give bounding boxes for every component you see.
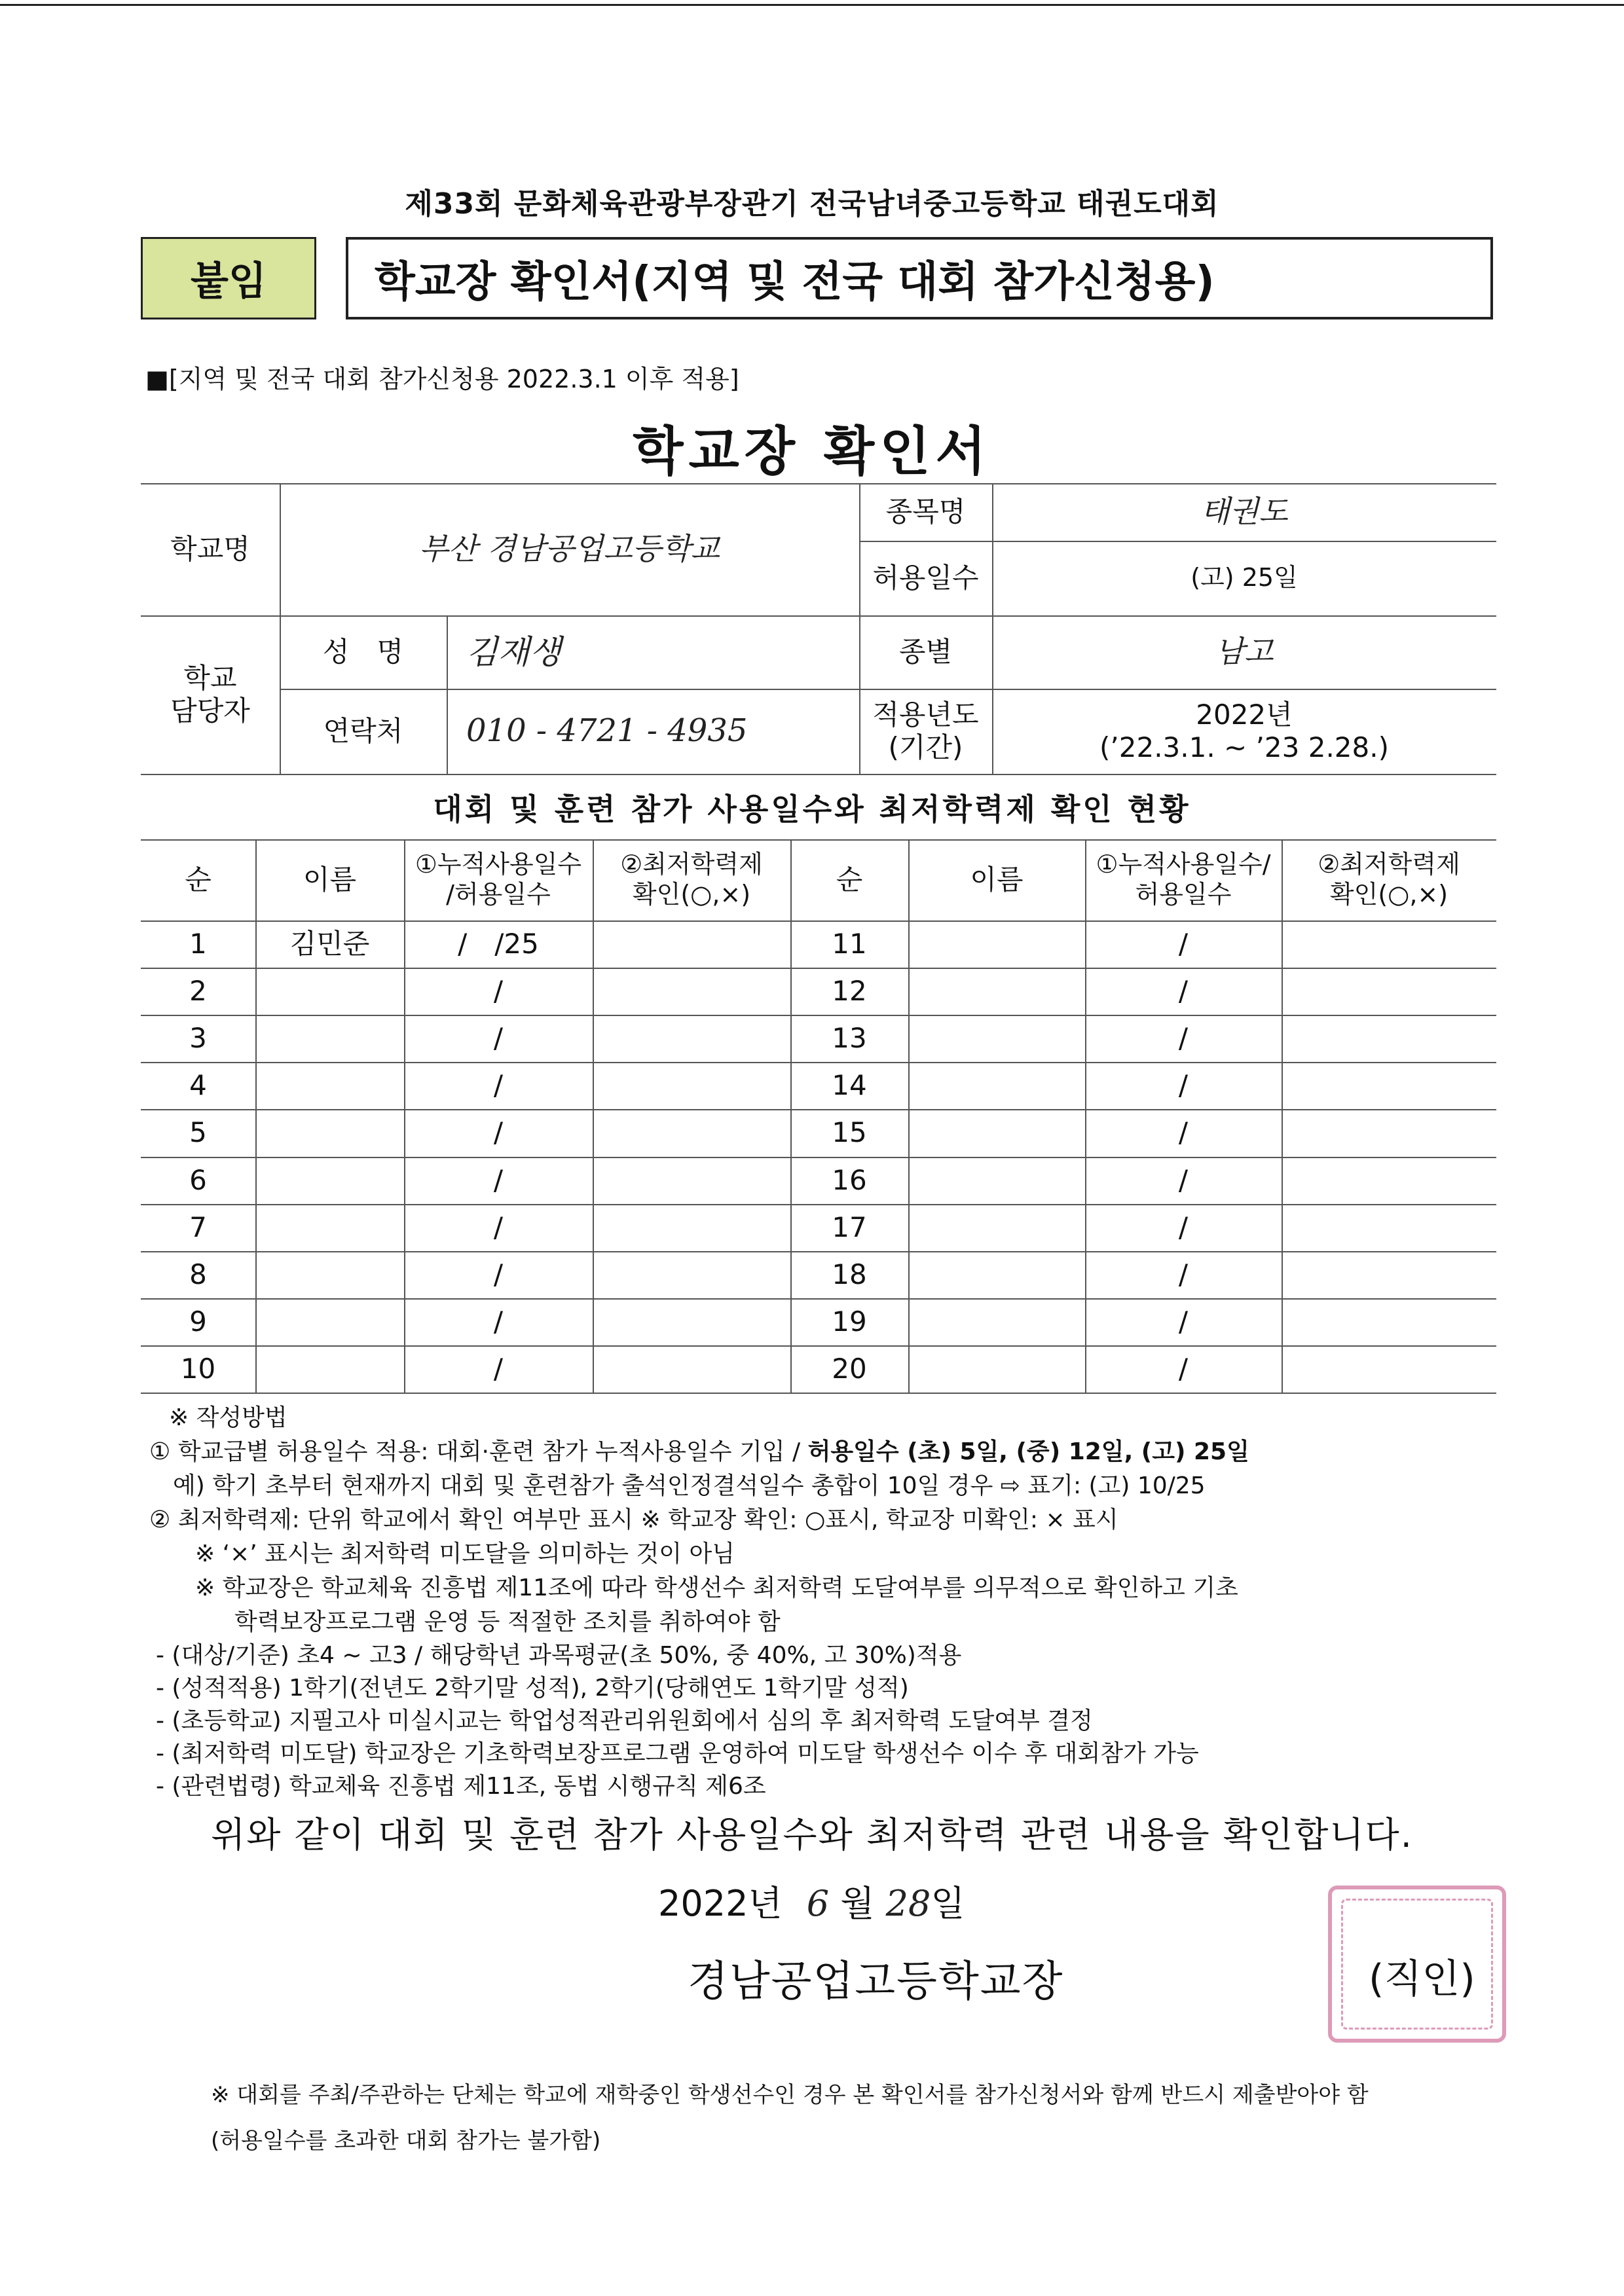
table-cell-name [908, 1251, 1085, 1298]
table-cell-check [1282, 1109, 1496, 1156]
table-cell-name [255, 1298, 404, 1345]
table-cell-no: 6 [189, 1163, 207, 1196]
table-cell-check [593, 1109, 790, 1156]
scan-top-edge [0, 4, 1624, 6]
year-value [992, 689, 1496, 774]
manager-name-value: 김재생 [466, 633, 561, 671]
note-4a: ※ 학교장은 학교체육 진흥법 제11조에 따라 학생선수 최저학력 도달여부를 의무적으로 확인하고 기초 [195, 1575, 1238, 1601]
table-cell-days: / [1178, 1116, 1189, 1148]
date-year: 2022년 [658, 1883, 783, 1924]
table-cell-check [1282, 1204, 1496, 1251]
table-cell-days: / [493, 1352, 504, 1385]
year-label-line1: 적용년도 [872, 698, 979, 731]
table-cell-name [255, 1251, 404, 1298]
table-cell-check [1282, 1015, 1496, 1062]
table-cell-days: / [1178, 1258, 1189, 1290]
table-cell-no: 7 [189, 1211, 207, 1243]
table-cell-days: / [1178, 927, 1189, 960]
name-label: 성 명 [322, 635, 404, 668]
table-cell-days: / [1178, 974, 1189, 1007]
table-cell-no: 12 [832, 974, 867, 1007]
header-academic-right-line2: 확인(○,×) [1329, 880, 1449, 909]
note-4b: 학력보장프로그램 운영 등 적절한 조치를 취하여야 함 [234, 1609, 781, 1635]
table-cell-no: 16 [832, 1163, 867, 1196]
manager-label [141, 615, 280, 774]
category-label: 종별 [898, 635, 953, 668]
table-cell-name [255, 1062, 404, 1109]
header-no-right: 순 [836, 863, 863, 896]
sport-label: 종목명 [885, 495, 966, 528]
school-name-value: 부산 경남공업고등학교 [419, 531, 720, 567]
table-cell-no: 5 [189, 1116, 207, 1148]
table-cell-no: 8 [189, 1258, 207, 1290]
note-1a-allowed-days: 허용일수 (초) 5일, (중) 12일, (고) 25일 [807, 1438, 1249, 1465]
category-value: 남고 [1215, 634, 1274, 670]
sport-value: 태권도 [1200, 494, 1288, 530]
date-month-unit: 월 [840, 1883, 875, 1924]
table-cell-check [1282, 1345, 1496, 1393]
table-cell-no: 9 [189, 1305, 207, 1338]
table-cell-days: / [1178, 1211, 1189, 1243]
table-cell-no: 13 [832, 1021, 867, 1054]
confirmation-statement: 위와 같이 대회 및 훈련 참가 사용일수와 최저학력 관련 내용을 확인합니다. [211, 1814, 1413, 1855]
form-title: 학교장 확인서(지역 및 전국 대회 참가신청용) [346, 237, 1493, 319]
table-cell-days: / [493, 1021, 504, 1054]
header-academic-left-line2: 확인(○,×) [632, 880, 751, 909]
applied-year: 2022년 [1196, 698, 1293, 731]
table-cell-name [908, 1062, 1085, 1109]
detail-5: - (관련법령) 학교체육 진흥법 제11조, 동법 시행규칙 제6조 [156, 1773, 766, 1800]
table-cell-check [1282, 1298, 1496, 1345]
detail-3: - (초등학교) 지필고사 미실시교는 학업성적관리위원회에서 심의 후 최저학력 도달여부 결정 [156, 1707, 1093, 1734]
table-cell-days: / [493, 1163, 504, 1196]
note-1a-text: ① 학교급별 허용일수 적용: 대회·훈련 참가 누적사용일수 기입 / [149, 1438, 808, 1465]
header-days-left-line2: /허용일수 [446, 880, 551, 909]
school-name-label: 학교명 [170, 532, 250, 565]
table-cell-days: / [1178, 1305, 1189, 1338]
table-cell-no: 4 [189, 1068, 207, 1101]
table-cell-name [908, 1345, 1085, 1393]
table-cell-check [593, 1345, 790, 1393]
notes-heading: ※ 작성방법 [169, 1404, 287, 1431]
manager-label-line2: 담당자 [170, 695, 250, 727]
table-cell-no: 14 [832, 1068, 867, 1101]
table-cell-check [593, 1298, 790, 1345]
table-cell-name [255, 1015, 404, 1062]
table-cell-days: / [493, 1068, 504, 1101]
table-cell-check [593, 1204, 790, 1251]
header-days-right [1085, 839, 1282, 920]
table-cell-days: / [493, 1211, 504, 1243]
detail-2: - (성적적용) 1학기(전년도 2학기말 성적), 2학기(당해연도 1학기말 성적) [156, 1675, 909, 1702]
header-no-left: 순 [185, 863, 212, 896]
attachment-label: 붙임 [141, 237, 316, 319]
table-cell-name [908, 920, 1085, 968]
table-cell-days: / [493, 1258, 504, 1290]
header-academic-left-line1: ②최저학력제 [620, 850, 763, 879]
table-cell-days: / [1178, 1068, 1189, 1101]
table-cell-no: 10 [180, 1352, 216, 1385]
note-2: ② 최저학력제: 단위 학교에서 확인 여부만 표시 ※ 학교장 확인: ○표시, 학교장 미확인: × 표시 [149, 1506, 1118, 1533]
table-cell-no: 19 [832, 1305, 867, 1338]
note-1a [149, 1435, 1249, 1469]
table-cell-name [255, 1345, 404, 1393]
document-title: 학교장 확인서 [633, 421, 991, 482]
table-cell-name [908, 1015, 1085, 1062]
footnote-line1: ※ 대회를 주최/주관하는 단체는 학교에 재학중인 학생선수인 경우 본 확인서를 참가신청서와 함께 반드시 제출받아야 함 [211, 2082, 1369, 2108]
table-cell-days: / [493, 974, 504, 1007]
table-cell-no: 17 [832, 1211, 867, 1243]
detail-4: - (최저학력 미도달) 학교장은 기초학력보장프로그램 운영하여 미도달 학생선수 이수 후 대회참가 가능 [156, 1740, 1199, 1767]
applicability-note: ■[지역 및 전국 대회 참가신청용 2022.3.1 이후 적용] [145, 365, 739, 393]
table-cell-days: / [1178, 1163, 1189, 1196]
table-cell-no: 3 [189, 1021, 207, 1054]
event-title: 제33회 문화체육관광부장관기 전국남녀중고등학교 태권도대회 [405, 187, 1219, 221]
date-day-unit: 일 [931, 1883, 965, 1924]
table-cell-check [1282, 1157, 1496, 1204]
table-cell-no: 15 [832, 1116, 867, 1148]
header-academic-right-line1: ②최저학력제 [1318, 850, 1460, 879]
header-days-right-line2: 허용일수 [1135, 880, 1232, 909]
table-cell-days: / /25 [458, 927, 539, 960]
table-cell-days: / [1178, 1352, 1189, 1385]
table-cell-no: 11 [832, 927, 867, 960]
contact-value: 010 - 4721 - 4935 [466, 712, 748, 750]
footnote-line2: (허용일수를 초과한 대회 참가는 불가함) [211, 2128, 601, 2154]
note-1b: 예) 학기 초부터 현재까지 대회 및 훈련참가 출석인정결석일수 총합이 10일 경우 ⇨ 표기: (고) 10/25 [149, 1472, 1206, 1499]
detail-1: - (대상/기준) 초4 ~ 고3 / 해당학년 과목평균(초 50%, 중 40%, 고 30%)적용 [156, 1642, 962, 1669]
table-cell-no: 20 [832, 1352, 867, 1385]
table-cell-check [593, 1251, 790, 1298]
manager-label-line1: 학교 [183, 661, 237, 694]
writing-instructions [149, 1401, 1249, 1803]
header-days-left-line1: ①누적사용일수 [415, 850, 582, 879]
year-label [859, 689, 992, 774]
table-cell-name [255, 968, 404, 1015]
table-cell-check [593, 1062, 790, 1109]
table-cell-days: / [493, 1116, 504, 1148]
table-cell-check [593, 1157, 790, 1204]
header-academic-right [1282, 839, 1496, 920]
allowed-days-label: 허용일수 [872, 561, 979, 594]
header-days-right-line1: ①누적사용일수/ [1096, 850, 1271, 879]
table-cell-check [1282, 968, 1496, 1015]
date-month: 6 [806, 1883, 830, 1924]
table-cell-name: 김민준 [289, 927, 370, 960]
confirmation-date [658, 1876, 965, 1926]
table-cell-name [908, 1157, 1085, 1204]
table-cell-name [908, 968, 1085, 1015]
contact-label: 연락처 [323, 714, 403, 747]
header-days-left [404, 839, 593, 920]
table-cell-name [255, 1109, 404, 1156]
table-cell-days: / [1178, 1021, 1189, 1054]
table-cell-days: / [493, 1305, 504, 1338]
table-cell-no: 18 [832, 1258, 867, 1290]
table-cell-name [908, 1204, 1085, 1251]
table-title: 대회 및 훈련 참가 사용일수와 최저학력제 확인 현황 [433, 792, 1191, 827]
footnote [211, 2072, 1369, 2164]
table-cell-check [1282, 920, 1496, 968]
table-cell-name [255, 1204, 404, 1251]
table-cell-name [908, 1298, 1085, 1345]
applied-period: (’22.3.1. ~ ’23 2.28.) [1099, 731, 1389, 763]
table-cell-check [1282, 1062, 1496, 1109]
table-cell-check [1282, 1251, 1496, 1298]
table-cell-check [593, 968, 790, 1015]
seal-label: (직인) [1369, 1956, 1475, 2002]
table-cell-no: 1 [189, 927, 207, 960]
date-day: 28 [885, 1883, 931, 1924]
table-cell-check [593, 1015, 790, 1062]
header-name-right: 이름 [970, 863, 1024, 896]
header-academic-left [593, 839, 790, 920]
principal-title: 경남공업고등학교장 [688, 1958, 1064, 2006]
allowed-days-value: (고) 25일 [1190, 563, 1298, 592]
table-cell-no: 2 [189, 974, 207, 1007]
table-cell-name [908, 1109, 1085, 1156]
table-cell-name [255, 1157, 404, 1204]
year-label-line2: (기간) [888, 731, 963, 763]
header-name-left: 이름 [303, 863, 357, 896]
table-cell-check [593, 920, 790, 968]
note-3: ※ ‘×’ 표시는 최저학력 미도달을 의미하는 것이 아님 [195, 1540, 735, 1567]
